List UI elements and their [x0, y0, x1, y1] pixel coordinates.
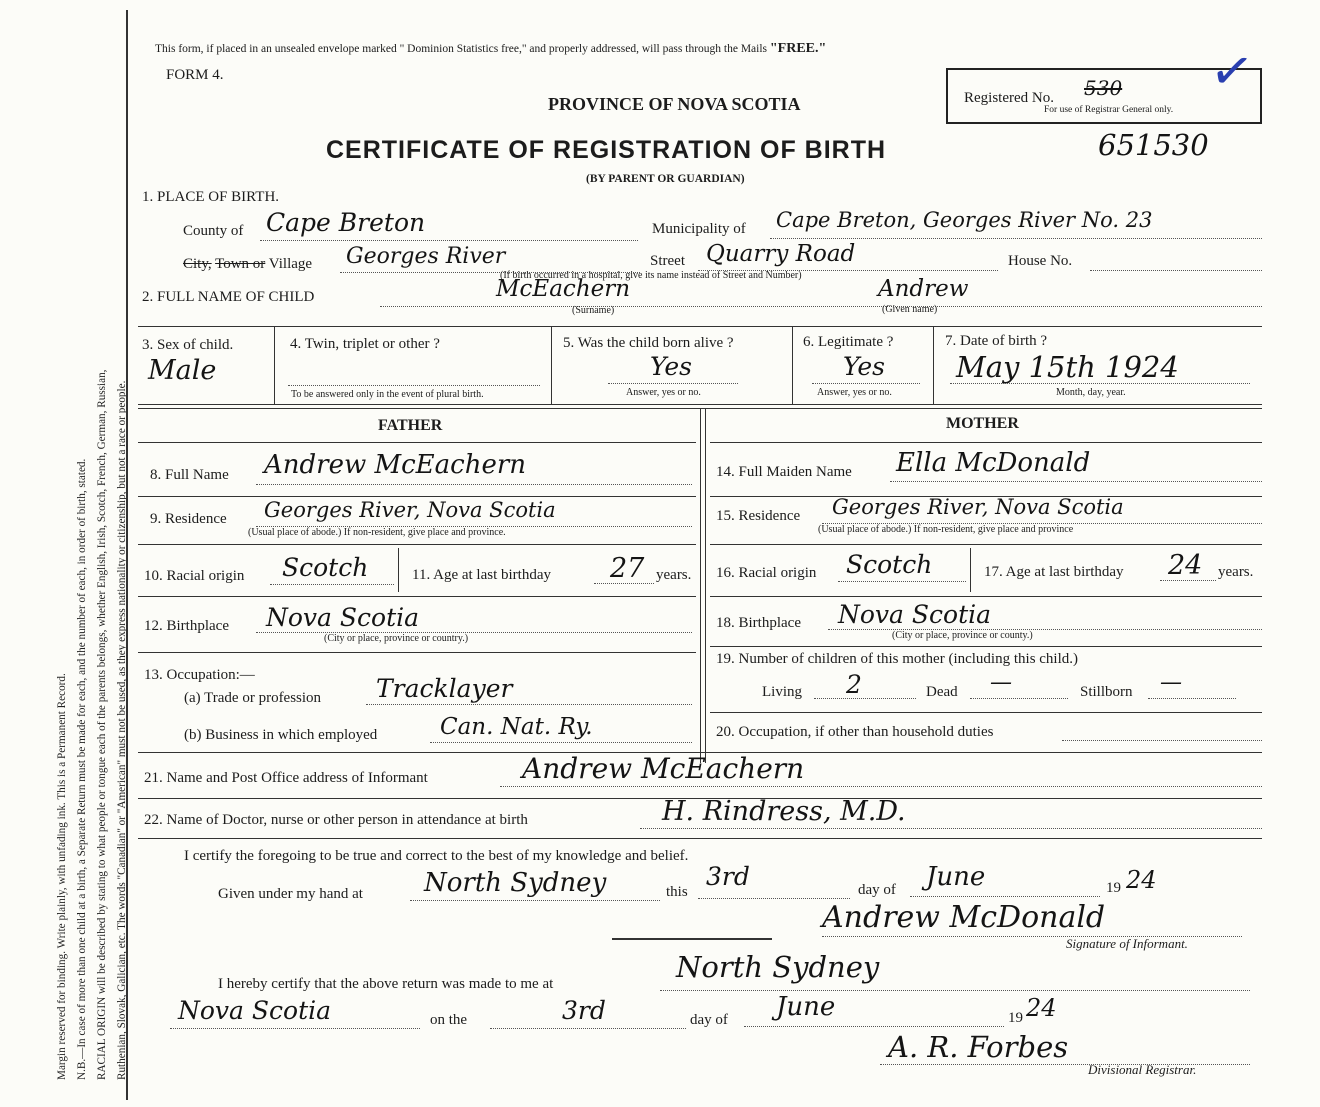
registrar-day-value: 3rd	[562, 996, 606, 1025]
stillborn-value: —	[1160, 670, 1182, 695]
dead-value: —	[990, 670, 1012, 695]
dob-label: 7. Date of birth ?	[945, 333, 1048, 349]
registrar-certify-text: I hereby certify that the above return was made to me at	[218, 976, 554, 992]
father-racial-label: 10. Racial origin	[144, 568, 245, 584]
father-birthplace-value: Nova Scotia	[266, 603, 420, 632]
hospital-note: (If birth occurred in a hospital, give its name instead of Street and Number)	[500, 270, 802, 281]
given-year-value: 24	[1126, 866, 1157, 894]
given-month-value: June	[926, 862, 986, 892]
informant-signature: Andrew McDonald	[822, 900, 1106, 935]
mother-birthplace-value: Nova Scotia	[838, 600, 992, 629]
stillborn-label: Stillborn	[1080, 684, 1133, 700]
given-name-caption: (Given name)	[882, 304, 938, 315]
province-heading: PROVINCE OF NOVA SCOTIA	[548, 94, 801, 114]
doctor-label: 22. Name of Doctor, nurse or other person in attendance at birth	[144, 812, 528, 828]
mother-racial-value: Scotch	[846, 550, 933, 579]
dead-label: Dead	[926, 684, 958, 700]
on-the-label: on the	[430, 1012, 468, 1028]
father-business-value: Can. Nat. Ry.	[440, 714, 593, 740]
place-of-birth-heading: 1. PLACE OF BIRTH.	[142, 189, 280, 205]
registrar-province-value: Nova Scotia	[178, 996, 332, 1025]
county-value: Cape Breton	[266, 208, 426, 237]
mother-children-label: 19. Number of children of this mother (including this child.)	[716, 651, 1079, 667]
legitimate-label: 6. Legitimate ?	[803, 334, 894, 350]
father-residence-label: 9. Residence	[150, 511, 227, 527]
twin-note: To be answered only in the event of plural birth.	[291, 389, 484, 400]
alive-label: 5. Was the child born alive ?	[563, 335, 734, 351]
registrar-place-value: North Sydney	[676, 950, 880, 984]
surname-caption: (Surname)	[572, 305, 615, 316]
father-trade-value: Tracklayer	[376, 674, 513, 703]
father-heading: FATHER	[378, 417, 443, 434]
father-age-label: 11. Age at last birthday	[412, 567, 551, 583]
father-birthplace-label: 12. Birthplace	[144, 618, 229, 634]
father-name-value: Andrew McEachern	[264, 450, 527, 480]
street-label: Street	[650, 253, 685, 269]
informant-label: 21. Name and Post Office address of Informant	[144, 770, 428, 786]
living-label: Living	[762, 684, 802, 700]
mother-birthplace-note: (City or place, province or county.)	[892, 630, 1033, 641]
legitimate-value: Yes	[843, 352, 885, 381]
given-place-value: North Sydney	[424, 868, 607, 898]
registered-no-label: Registered No.	[964, 90, 1054, 106]
given-day-value: 3rd	[706, 862, 750, 891]
municipality-value: Cape Breton, Georges River No. 23	[776, 208, 1153, 232]
informant-value: Andrew McEachern	[522, 752, 805, 785]
child-given-name: Andrew	[878, 276, 969, 302]
day-of-label: day of	[858, 882, 896, 898]
dob-note: Month, day, year.	[1056, 387, 1126, 398]
father-trade-label: (a) Trade or profession	[184, 690, 322, 706]
alive-note: Answer, yes or no.	[626, 387, 701, 398]
margin-note-racial-cont: Ruthenian, Slovak, Galician, etc. The words "Canadian" or "American" must not be used, as they express nationality or citizenship, but not a race or people.	[116, 380, 128, 1080]
father-years-label: years.	[656, 567, 692, 583]
mother-heading: MOTHER	[946, 415, 1019, 432]
mother-age-value: 24	[1168, 550, 1203, 581]
margin-note-nb: N.B.—In case of more than one child at a birth, a Separate Return must be made for each, and the number of each, in order of birth, stated.	[76, 458, 88, 1080]
registrar-signature-label: Divisional Registrar.	[1088, 1062, 1197, 1077]
registrar-month-value: June	[776, 992, 836, 1022]
mother-residence-label: 15. Residence	[716, 508, 801, 524]
registered-no-value: 530	[1084, 76, 1123, 100]
twin-label: 4. Twin, triplet or other ?	[290, 336, 440, 352]
margin-rule	[126, 10, 128, 1100]
sex-label: 3. Sex of child.	[142, 337, 234, 353]
living-value: 2	[846, 670, 862, 699]
this-label: this	[666, 884, 688, 900]
mother-age-label: 17. Age at last birthday	[984, 564, 1124, 580]
father-occupation-label: 13. Occupation:—	[144, 667, 255, 683]
dob-value: May 15th 1924	[956, 350, 1179, 384]
registrar-signature: A. R. Forbes	[888, 1030, 1069, 1064]
legitimate-note: Answer, yes or no.	[817, 387, 892, 398]
registration-number-handwritten: 651530	[1098, 128, 1209, 162]
given-under-label: Given under my hand at	[218, 886, 363, 902]
mother-racial-label: 16. Racial origin	[716, 565, 817, 581]
father-racial-value: Scotch	[282, 553, 369, 582]
mother-residence-value: Georges River, Nova Scotia	[832, 495, 1124, 519]
form-number: FORM 4.	[166, 67, 224, 83]
street-value: Quarry Road	[706, 241, 856, 267]
mother-occupation-label: 20. Occupation, if other than household duties	[716, 724, 994, 740]
mother-residence-note: (Usual place of abode.) If non-resident, give place and province	[818, 524, 1074, 535]
registrar-year-value: 24	[1026, 994, 1057, 1022]
margin-note-racial: RACIAL ORIGIN will be described by stating to what people or tongue each of the parents belongs, whether English, Irish, Scotch, French, German, Russian,	[96, 369, 108, 1080]
father-residence-value: Georges River, Nova Scotia	[264, 498, 556, 522]
father-name-label: 8. Full Name	[150, 467, 229, 483]
father-age-value: 27	[610, 553, 645, 584]
child-name-label: 2. FULL NAME OF CHILD	[142, 289, 315, 305]
informant-signature-label: Signature of Informant.	[1066, 936, 1188, 951]
doctor-value: H. Rindress, M.D.	[662, 796, 906, 827]
municipality-label: Municipality of	[652, 221, 746, 237]
house-no-label: House No.	[1008, 253, 1073, 269]
margin-notes	[0, 0, 140, 1107]
father-business-label: (b) Business in which employed	[184, 727, 378, 743]
mother-birthplace-label: 18. Birthplace	[716, 615, 801, 631]
county-label: County of	[183, 223, 244, 239]
sex-value: Male	[148, 355, 217, 386]
registrar-year-prefix: 19	[1008, 1010, 1023, 1026]
village-value: Georges River	[346, 244, 506, 269]
certify-text: I certify the foregoing to be true and correct to the best of my knowledge and belief.	[184, 848, 689, 864]
check-mark-icon: ✓	[1206, 41, 1258, 104]
margin-note-binding: Margin reserved for binding. Write plainly, with unfading ink. This is a Permanent Record.	[56, 673, 68, 1080]
mother-name-value: Ella McDonald	[896, 448, 1091, 478]
father-birthplace-note: (City or place, province or country.)	[324, 633, 469, 644]
alive-value: Yes	[650, 352, 692, 381]
mother-years-label: years.	[1218, 564, 1254, 580]
father-residence-note: (Usual place of abode.) If non-resident, give place and province.	[248, 527, 506, 538]
mail-notice: This form, if placed in an unsealed envelope marked " Dominion Statistics free," and properly addressed, will pass through the Mails "FREE."	[155, 41, 827, 56]
mother-name-label: 14. Full Maiden Name	[716, 464, 852, 480]
page-title: CERTIFICATE OF REGISTRATION OF BIRTH	[326, 136, 887, 164]
city-town-village-label: City, Town or Village	[183, 256, 313, 272]
registered-no-note: For use of Registrar General only.	[1044, 105, 1174, 115]
page-subtitle: (BY PARENT OR GUARDIAN)	[586, 173, 745, 185]
registrar-day-of-label: day of	[690, 1012, 728, 1028]
child-surname: McEachern	[496, 276, 631, 302]
year-prefix: 19	[1106, 880, 1121, 896]
